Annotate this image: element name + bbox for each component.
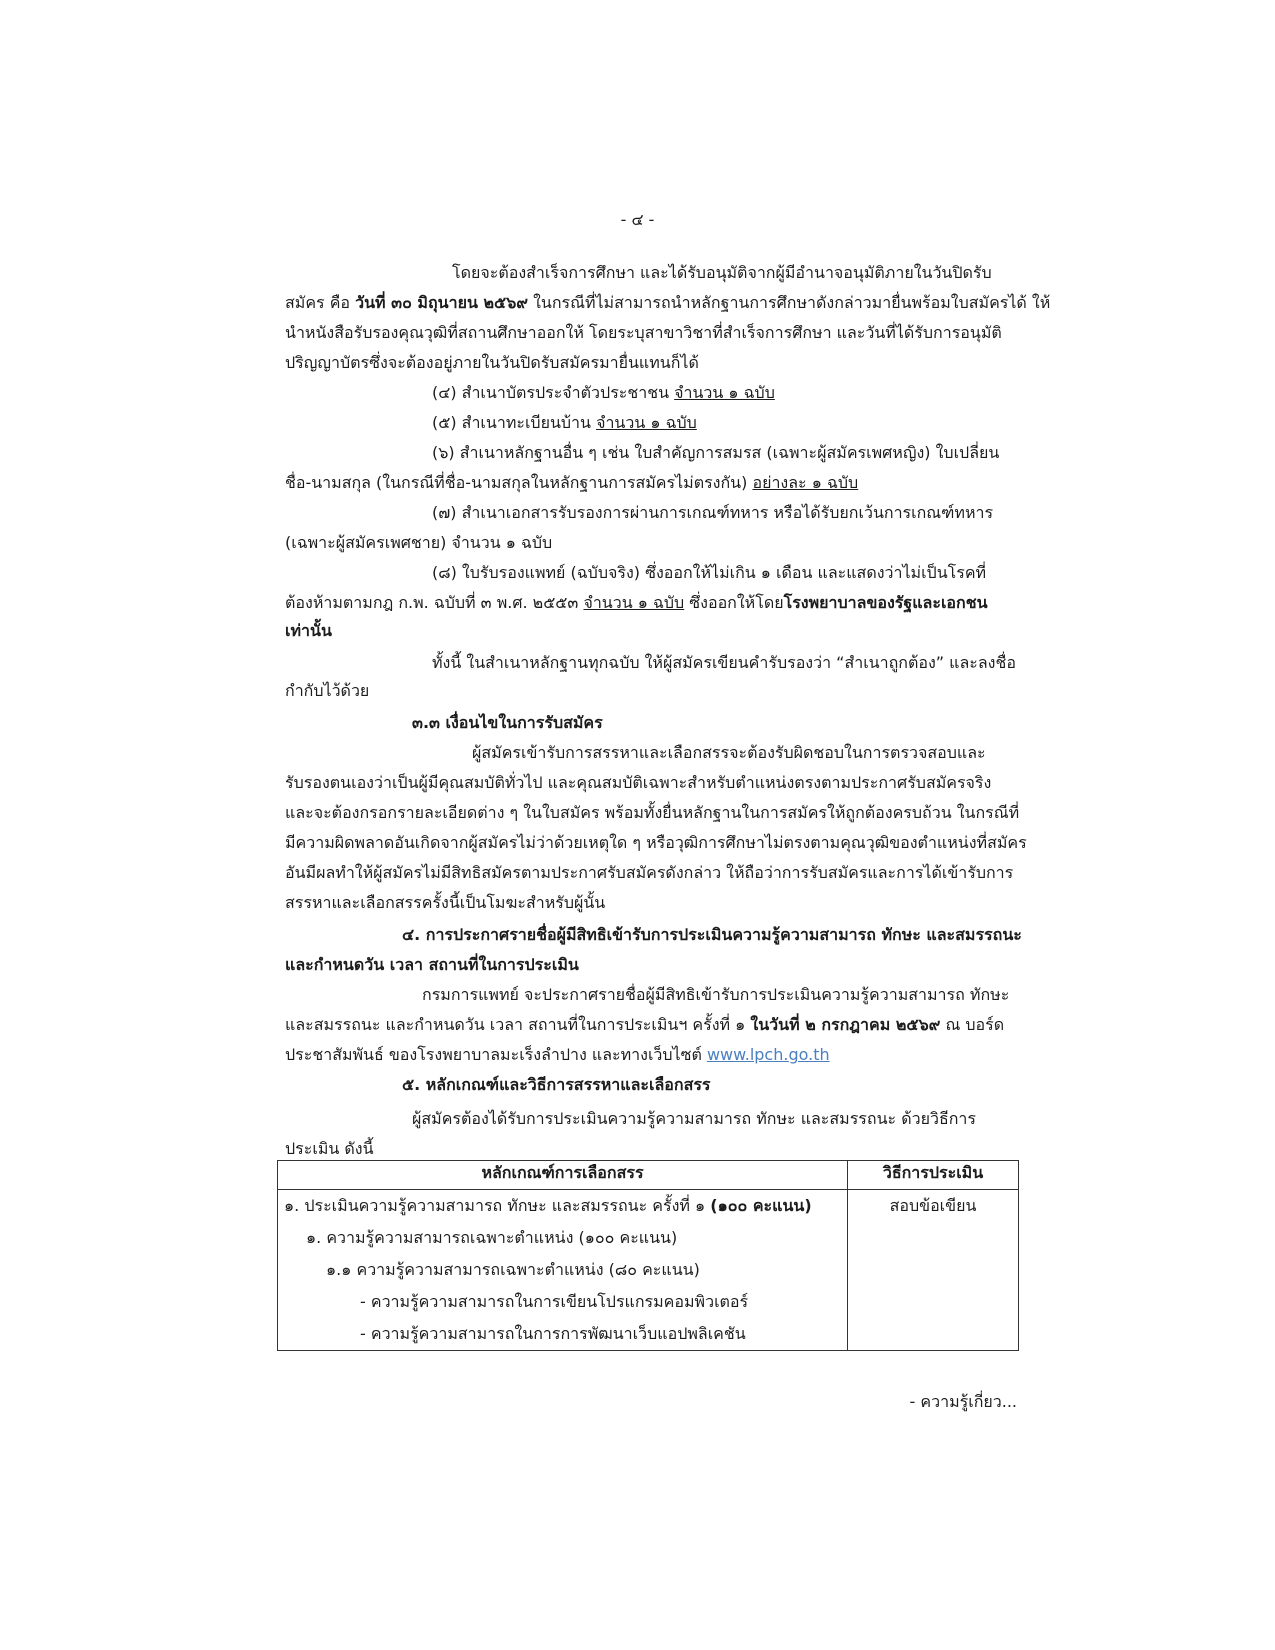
sec33-line4: มีความผิดพลาดอันเกิดจากผู้สมัครไม่ว่าด้วยเหตุใด ๆ หรือวุฒิการศึกษาไม่ตรงตามคุณวุฒิของตำแหน่งที่สมัคร [285, 833, 1027, 852]
sec5-line1: ผู้สมัครต้องได้รับการประเมินความรู้ความสามารถ ทักษะ และสมรรถนะ ด้วยวิธีการ [412, 1109, 976, 1128]
sec33-line1: ผู้สมัครเข้ารับการสรรหาและเลือกสรรจะต้องรับผิดชอบในการตรวจสอบและ [472, 743, 986, 762]
para1-line1: โดยจะต้องสำเร็จการศึกษา และได้รับอนุมัติจากผู้มีอำนาจอนุมัติภายในวันปิดรับ [452, 263, 992, 282]
column-header-criteria: หลักเกณฑ์การเลือกสรร [278, 1161, 848, 1190]
item-6-line2: ชื่อ-นามสกุล (ในกรณีที่ชื่อ-นามสกุลในหลักฐานการสมัครไม่ตรงกัน) อย่างละ ๑ ฉบับ [285, 473, 859, 492]
method-cell [848, 1190, 1019, 1351]
item-7-line1: (๗) สำเนาเอกสารรับรองการผ่านการเกณฑ์ทหาร หรือได้รับยกเว้นการเกณฑ์ทหาร [432, 503, 994, 522]
sec33-line3: และจะต้องกรอกรายละเอียดต่าง ๆ ในใบสมัคร พร้อมทั้งยื่นหลักฐานในการสมัครให้ถูกต้องครบถ้วน ในกรณีที่ [285, 803, 1020, 822]
sec4-line3: ประชาสัมพันธ์ ของโรงพยาบาลมะเร็งลำปาง และทางเว็บไซต์ www.lpch.go.th [285, 1045, 830, 1064]
sec33-line5: อันมีผลทำให้ผู้สมัครไม่มีสิทธิสมัครตามประกาศรับสมัครดังกล่าว ให้ถือว่าการรับสมัครและการได้เข้ารับการ [285, 863, 1014, 882]
item-4: (๔) สำเนาบัตรประจำตัวประชาชน จำนวน ๑ ฉบับ [432, 383, 775, 402]
section-5-heading: ๕. หลักเกณฑ์และวิธีการสรรหาและเลือกสรร [402, 1075, 711, 1094]
criteria-row-3: ๑.๑ ความรู้ความสามารถเฉพาะตำแหน่ง (๘๐ คะแนน) [326, 1260, 700, 1279]
certify-line2: กำกับไว้ด้วย [285, 681, 370, 700]
continuation-footer: - ความรู้เกี่ยว... [909, 1392, 1017, 1411]
item-7-line2: (เฉพาะผู้สมัครเพศชาย) จำนวน ๑ ฉบับ [285, 533, 553, 552]
criteria-row-2: ๑. ความรู้ความสามารถเฉพาะตำแหน่ง (๑๐๐ คะแนน) [306, 1228, 678, 1247]
deadline-date: วันที่ ๓๐ มิถุนายน ๒๕๖๙ [355, 293, 528, 312]
table-header-row [278, 1161, 1019, 1190]
item-8-line1: (๘) ใบรับรองแพทย์ (ฉบับจริง) ซึ่งออกให้ไม่เกิน ๑ เดือน และแสดงว่าไม่เป็นโรคที่ [432, 563, 987, 582]
para1-line3: นำหนังสือรับรองคุณวุฒิที่สถานศึกษาออกให้ โดยระบุสาขาวิชาที่สำเร็จการศึกษา และวันที่ได้รับการอนุมัติ [285, 323, 1002, 342]
para1-line4: ปริญญาบัตรซึ่งจะต้องอยู่ภายในวันปิดรับสมัครมายื่นแทนก็ได้ [285, 353, 699, 372]
item-6-line1: (๖) สำเนาหลักฐานอื่น ๆ เช่น ใบสำคัญการสมรส (เฉพาะผู้สมัครเพศหญิง) ใบเปลี่ยน [432, 443, 1000, 462]
para1-line2: สมัคร คือ วันที่ ๓๐ มิถุนายน ๒๕๖๙ ในกรณีที่ไม่สามารถนำหลักฐานการศึกษาดังกล่าวมายื่นพร้อมใบสมัครได้ ให้ [285, 293, 1051, 312]
website-link[interactable]: www.lpch.go.th [706, 1045, 830, 1064]
criteria-cell [278, 1190, 848, 1351]
announce-date: ในวันที่ ๒ กรกฎาคม ๒๕๖๙ [750, 1015, 941, 1034]
section-4-heading-line1: ๔. การประกาศรายชื่อผู้มีสิทธิเข้ารับการประเมินความรู้ความสามารถ ทักษะ และสมรรถนะ [402, 925, 1022, 944]
sec33-line6: สรรหาและเลือกสรรครั้งนี้เป็นโมฆะสำหรับผู้นั้น [285, 893, 606, 912]
column-header-method: วิธีการประเมิน [848, 1161, 1019, 1190]
sec33-line2: รับรองตนเองว่าเป็นผู้มีคุณสมบัติทั่วไป และคุณสมบัติเฉพาะสำหรับตำแหน่งตรงตามประกาศรับสมัครจริง [285, 773, 992, 792]
sec4-line1: กรมการแพทย์ จะประกาศรายชื่อผู้มีสิทธิเข้ารับการประเมินความรู้ความสามารถ ทักษะ [422, 985, 1010, 1004]
certify-line1: ทั้งนี้ ในสำเนาหลักฐานทุกฉบับ ให้ผู้สมัครเขียนคำรับรองว่า “สำเนาถูกต้อง” และลงชื่อ [432, 653, 1016, 672]
method-written-exam: สอบข้อเขียน [889, 1196, 977, 1215]
item-5: (๕) สำเนาทะเบียนบ้าน จำนวน ๑ ฉบับ [432, 413, 697, 432]
item-8-line2: ต้องห้ามตามกฎ ก.พ. ฉบับที่ ๓ พ.ศ. ๒๕๕๓ จำนวน ๑ ฉบับ ซึ่งออกให้โดยโรงพยาบาลของรัฐและเอกชน [285, 593, 988, 612]
criteria-row-4: - ความรู้ความสามารถในการเขียนโปรแกรมคอมพิวเตอร์ [360, 1292, 749, 1311]
section-3-3-heading: ๓.๓ เงื่อนไขในการรับสมัคร [412, 713, 603, 732]
item-8-line3: เท่านั้น [285, 621, 332, 640]
criteria-table [277, 1160, 1019, 1351]
page-number: - ๔ - [620, 210, 655, 229]
section-4-heading-line2: และกำหนดวัน เวลา สถานที่ในการประเมิน [285, 955, 579, 974]
criteria-row-1: ๑. ประเมินความรู้ความสามารถ ทักษะ และสมรรถนะ ครั้งที่ ๑ (๑๐๐ คะแนน) [284, 1196, 812, 1215]
sec5-line2: ประเมิน ดังนี้ [285, 1139, 374, 1158]
sec4-line2: และสมรรถนะ และกำหนดวัน เวลา สถานที่ในการประเมินฯ ครั้งที่ ๑ ในวันที่ ๒ กรกฎาคม ๒๕๖๙ ณ บอร์ด [285, 1015, 1005, 1034]
table-row [278, 1190, 1019, 1351]
criteria-row-5: - ความรู้ความสามารถในการการพัฒนาเว็บแอปพลิเคชัน [360, 1324, 746, 1343]
